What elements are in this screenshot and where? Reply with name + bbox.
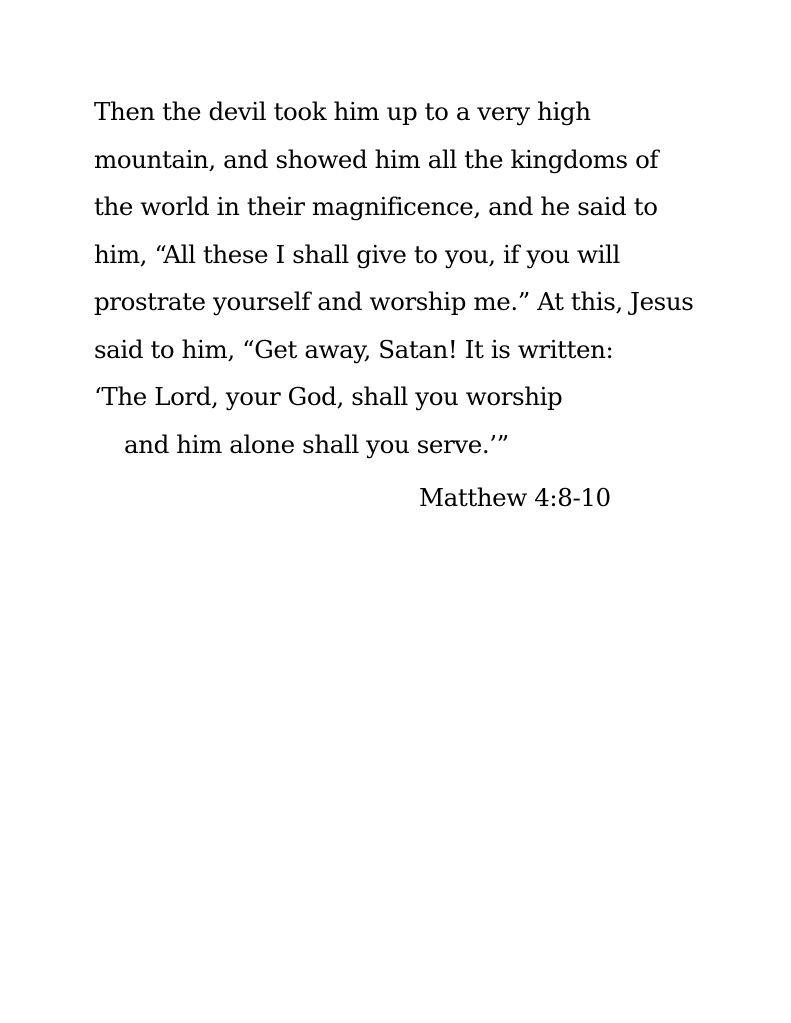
passage-line: mountain, and showed him all the kingdoms of (94, 144, 659, 174)
quoted-scripture-line-indented: and him alone shall you serve.’” (124, 429, 509, 459)
quoted-scripture-line: ‘The Lord, your God, shall you worship (94, 382, 563, 411)
passage-line: prostrate yourself and worship me.” At this, Jesus (94, 287, 694, 316)
passage-line: said to him, “Get away, Satan! It is written: (94, 334, 614, 364)
passage-line: Then the devil took him up to a very high (94, 97, 591, 126)
passage-line: the world in their magnificence, and he said to (94, 192, 658, 221)
scripture-passage (94, 92, 734, 472)
scripture-citation: Matthew 4:8-10 (419, 483, 611, 512)
passage-line: him, “All these I shall give to you, if you will (94, 239, 620, 269)
